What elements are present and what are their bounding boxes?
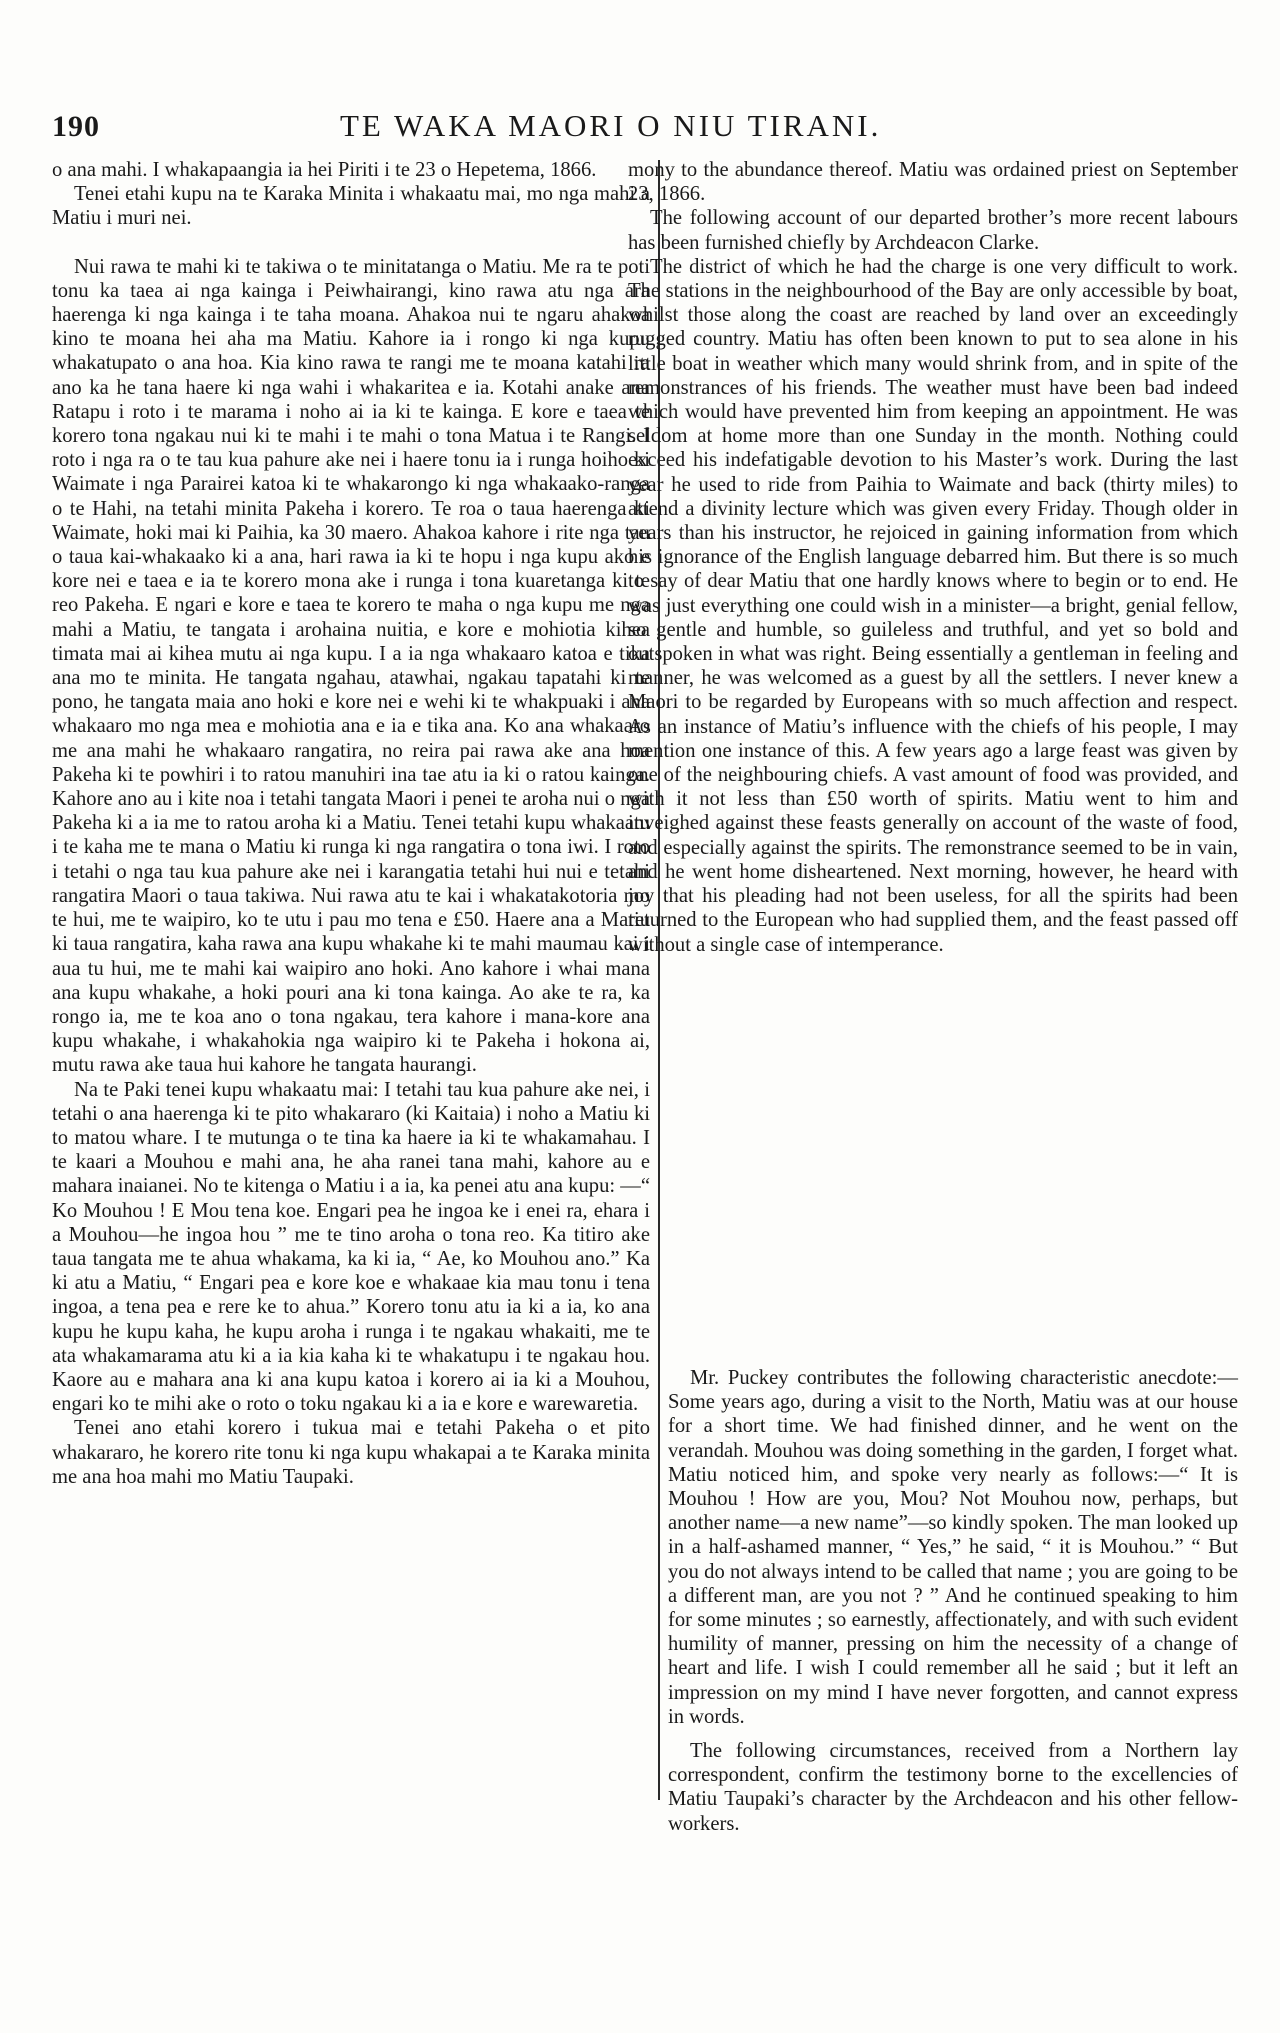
left-paragraph-1: o ana mahi. I whakapaangia ia hei Piriti i te 23 o Hepetema, 1866. xyxy=(52,159,597,181)
page-number: 190 xyxy=(52,110,100,143)
left-column-maori xyxy=(52,158,650,1489)
right-paragraph-1: mony to the abundance thereof. Matiu was ordained priest on September 23, 1866. xyxy=(628,159,1238,206)
page-header xyxy=(40,108,1240,148)
left-paragraph-4: Na te Paki tenei kupu whakaatu mai: I tetahi tau kua pahure ake nei, i tetahi o ana haerenga ki te pito whakararo (ki Kaitaia) i noho a Matiu ki to matou whare. I te mutunga o te tina ka haere ia ki te whakamahau. I te kaari a Mouhou e mahi ana, he aha ranei tana mahi, kahore au e mahara inaianei. No te kitenga o Matiu i a ia, ka penei atu ana kupu: —“ Ko Mouhou ! E Mou tena koe. Engari pea he ingoa ke i enei ra, ehara i a Mouhou—he ingoa hou ” me te tino aroha o tona reo. Ka titiro ake taua tangata me te ahua whakama, ka ki ia, “ Ae, ko Mouhou ano.” Ka ki atu a Matiu, “ Engari pea e kore koe e whakaae kia mau tonu i tena ingoa, a tena pea e rere ke to ahua.” Korero tonu atu ia ki a ia, ko ana kupu he kupu kaha, he kupu aroha i runga i te ngakau whakaiti, me te ata whakamarama atu ki a ia kia kaha ki te whakatupu i te ngakau hou. Kaore au e mahara ana ki ana kupu katoa i korero ai ia ki a Mouhou, engari ko te mihi ake o roto o toku ngakau ki a ia e kore e warewaretia. xyxy=(52,1078,650,1416)
left-paragraph-2: Tenei etahi kupu na te Karaka Minita i whakaatu mai, mo nga mahi a Matiu i muri nei. xyxy=(52,183,650,230)
right-paragraph-5: The following circumstances, received from a Northern lay correspondent, confirm the testimony borne to the excellencies of Matiu Taupaki’s character by the Archdeacon and his other fellow-workers. xyxy=(668,1740,1238,1835)
running-title: TE WAKA MAORI O NIU TIRANI. xyxy=(340,108,882,143)
right-paragraph-4: Mr. Puckey contributes the following characteristic anecdote:—Some years ago, during a visit to the North, Matiu was at our house for a short time. We had finished dinner, and he went on the verandah. Mouhou was doing something in the garden, I forget what. Matiu noticed him, and spoke very nearly as follows:—“ It is Mouhou ! How are you, Mou? Not Mouhou now, perhaps, but another name—a new name”—so kindly spoken. The man looked up in a half-ashamed manner, “ Yes,” he said, “ it is Mouhou.” “ But you do not always intend to be called that name ; you are going to be a different man, are you not ? ” And he continued speaking to him for some minutes ; so earnestly, affectionately, and with such evident humility of manner, pressing on him the necessity of a change of heart and life. I wish I could remember all he said ; but it left an impression on my mind I have never forgotten, and cannot express in words. xyxy=(668,1367,1238,1728)
right-paragraph-3: The district of which he had the charge is one very difficult to work. The stations in the neighbourhood of the Bay are only accessible by boat, whilst those along the coast are reached by land over an exceedingly rugged country. Matiu has often been known to put to sea alone in his little boat in weather which many would shrink from, and in spite of the remonstrances of his friends. The weather must have been bad indeed which would have prevented him from keeping an appointment. He was seldom at home more than one Sunday in the month. Nothing could exceed his indefatigable devotion to his Master’s work. During the last year he used to ride from Paihia to Waimate and back (thirty miles) to attend a divinity lecture which was given every Friday. Though older in years than his instructor, he rejoiced in gaining information from which his ignorance of the English language debarred him. But there is so much to say of dear Matiu that one hardly knows where to begin or to end. He was just everything one could wish in a minister—a bright, genial fellow, so gentle and humble, so guileless and truthful, and yet so bold and outspoken in what was right. Being essentially a gentleman in feeling and manner, he was welcomed as a guest by all the settlers. I never knew a Maori to be regarded by Europeans with so much affection and respect. As an instance of Matiu’s influence with the chiefs of his people, I may mention one instance of this. A few years ago a large feast was given by one of the neighbouring chiefs. A vast amount of food was provided, and with it not less than £50 worth of spirits. Matiu went to him and inveighed against these feasts generally on account of the waste of food, and especially against the spirits. The remonstrance seemed to be in vain, and he went home disheartened. Next morning, however, he heard with joy that his pleading had not been useless, for all the spirits had been returned to the European who had supplied them, and the feast passed off without a single case of intemperance. xyxy=(628,255,1238,956)
left-paragraph-3: Nui rawa te mahi ki te takiwa o te minitatanga o Matiu. Me ra te poti tonu ka taea ai nga kainga i Peiwhairangi, kino rawa atu nga ara haerenga ki nga kainga i te taha moana. Ahakoa nui te ngaru ahakoa kino te moana hei aha ma Matiu. Kahore ia i rongo ki nga kupu whakatupato o ana hoa. Kia kino rawa te rangi me te moana katahi ra ano ka he tana haere ki nga wahi i whakaritea e ia. Kotahi anake ana Ratapu i roto i te marama i noho ai ia ki te kainga. E kore e taea te korero tona ngakau nui ki te mahi i te mahi o tona Matua i te Rangi. I roto i nga ra o te tau kua pahure ake nei i haere tonu ia i runga hoiho ki Waimate i nga Parairei katoa ki te whakarongo ki nga whakaako-ranga o te Hahi, na tetahi minita Pakeha i korero. Te roa o taua haerenga ki Waimate, hoki mai ki Paihia, ka 30 maero. Ahakoa kahore i rite nga tau o taua kai-whakaako ki a ana, hari rawa ia ki te hopu i nga kupu ako e kore nei e taea e ia te korero mona ake i runga i tona kuaretanga ki te reo Pakeha. E ngari e kore e taea te korero te maha o nga kupu me nga mahi a Matiu, te tangata i arohaina nuitia, e kore e mohiotia kihea timata mai ai kihea mutu ai nga kupu. I a ia nga whakaaro katoa e tika ana mo te minita. He tangata ngahau, atawhai, ngakau tapatahi ki te pono, he tangata maia ano hoki e kore nei e wehi ki te whakpuaki i ana whakaaro mo nga mea e mohiotia ana e ia e tika ana. Ko ana whakaaro me ana mahi he whakaaro rangatira, no reira pai rawa ake ana hoa Pakeha ki te powhiri i to ratou manuhiri ina tae atu ia ki o ratou kainga. Kahore ano au i kite noa i tetahi tangata Maori i penei te aroha nui o nga Pakeha ki a ia me to ratou aroha ki a Matiu. Tenei tetahi kupu whakaatu i te kaha me te mana o Matiu ki runga ki nga rangatira o tona iwi. I roto i tetahi o nga tau kua pahure ake nei i karangatia tetahi hui nui e tetahi rangatira Maori o taua takiwa. Nui rawa atu te kai i whakatakotoria mo te hui, me te waipiro, ko te utu i pau mo tena e £50. Haere ana a Matiu ki taua rangatira, kaha rawa ana kupu whakahe ki te mahi maumau kai i aua tu hui, me te mahi kai waipiro ano hoki. Ano kahore i whai mana ana kupu whakahe, a hoki pouri ana ki tona kainga. Ao ake te ra, ka rongo ia, me te koa ano o tona ngakau, tera kahore i mana-kore ana kupu whakahe, i whakahokia nga waipiro ki te Pakeha i hokona ai, mutu rawa ake taua hui kahore he tangata haurangi. xyxy=(52,255,650,1077)
right-paragraph-2: The following account of our departed brother’s more recent labours has been furnished chiefly by Archdeacon Clarke. xyxy=(628,207,1238,254)
right-column-lower xyxy=(668,1366,1238,1836)
right-column-english xyxy=(628,158,1238,957)
left-paragraph-5: Tenei ano etahi korero i tukua mai e tetahi Pakeha o et pito whakararo, he korero rite tonu ki nga kupu whakapai a te Karaka minita me ana hoa mahi mo Matiu Taupaki. xyxy=(52,1417,650,1488)
